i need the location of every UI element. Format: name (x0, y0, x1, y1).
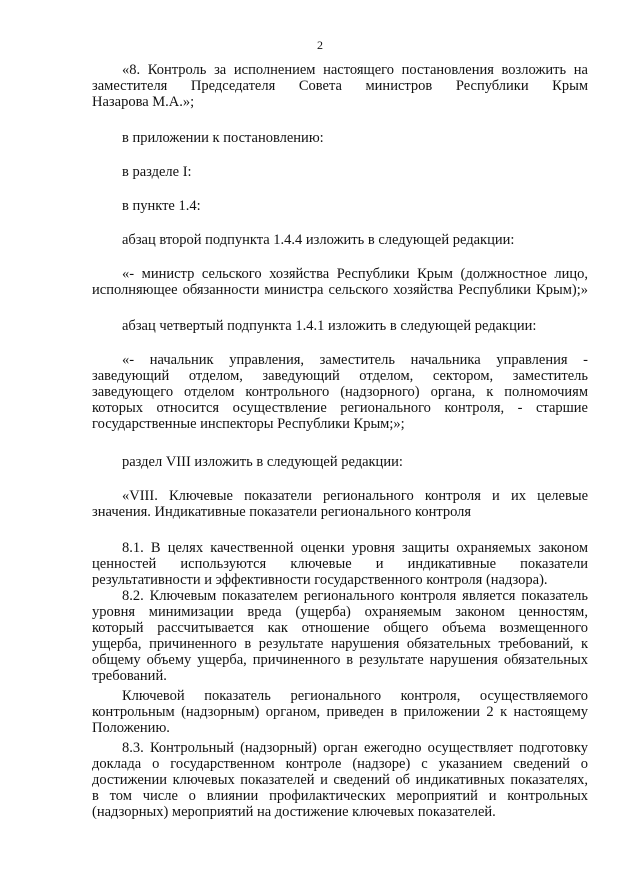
text-line: государственные инспекторы Республики Крым;»; (92, 416, 405, 432)
text-line: требований. (92, 668, 167, 684)
page-number: 2 (317, 38, 323, 52)
text-line: значения. Индикативные показатели регионального контроля (92, 504, 472, 520)
text-line: в разделе I: (122, 164, 192, 180)
text-line: которых относится осуществление регионального контроля, - старшие (92, 400, 588, 416)
paragraph-officials-list (92, 352, 588, 432)
text-line: 8.2. Ключевым показателем регионального контроля является показатель (122, 588, 588, 604)
text-line: который рассчитывается как отношение общего объема возмещенного (92, 620, 588, 636)
paragraph-8-1 (92, 540, 588, 588)
text-line: ценностей используются ключевые и индикативные показатели (92, 556, 588, 572)
section-eight-heading (92, 488, 588, 520)
paragraph-minister-text (92, 266, 588, 298)
paragraph-appendix-intro (92, 130, 588, 146)
text-line: в приложении к постановлению: (122, 130, 324, 146)
paragraph-subpoint-1-4-4 (92, 232, 588, 248)
paragraph-section-one (92, 164, 588, 180)
text-line: исполняющее обязанности министра сельского хозяйства Республики Крым);» (92, 282, 588, 298)
text-line: раздел VIII изложить в следующей редакции: (122, 454, 403, 470)
text-line: Ключевой показатель регионального контроля, осуществляемого (122, 688, 588, 704)
text-line: ущерба, причиненного в результате нарушения обязательных требований, к (92, 636, 588, 652)
text-line: Положению. (92, 720, 170, 736)
text-line: заместителя Председателя Совета министров Республики Крым (92, 78, 588, 94)
text-line: 8.1. В целях качественной оценки уровня защиты охраняемых законом (122, 540, 588, 556)
text-line: «VIII. Ключевые показатели регионального контроля и их целевые (122, 488, 588, 504)
text-line: контрольным (надзорным) органом, приведен в приложении 2 к настоящему (92, 704, 588, 720)
paragraph-subpoint-1-4-1 (92, 318, 588, 334)
text-line: доклада о государственном контроле (надзоре) с указанием сведений о (92, 756, 588, 772)
paragraph-8-3 (92, 740, 588, 820)
text-line: «- министр сельского хозяйства Республики Крым (должностное лицо, (122, 266, 588, 282)
text-line: в пункте 1.4: (122, 198, 201, 214)
text-line: «8. Контроль за исполнением настоящего постановления возложить на (122, 62, 588, 78)
paragraph-section-eight-intro (92, 454, 588, 470)
text-line: (надзорных) мероприятий на достижение ключевых показателей. (92, 804, 496, 820)
text-line: 8.3. Контрольный (надзорный) орган ежегодно осуществляет подготовку (122, 740, 588, 756)
text-line: достижении ключевых показателей и сведений об индикативных показателях, (92, 772, 588, 788)
text-line: общему объему ущерба, причиненного в результате нарушения обязательных (92, 652, 588, 668)
paragraph-key-indicator (92, 688, 588, 736)
paragraph-8-2 (92, 588, 588, 684)
text-line: «- начальник управления, заместитель начальника управления - (122, 352, 588, 368)
text-line: в том числе о влиянии профилактических мероприятий и контрольных (92, 788, 588, 804)
text-line: абзац второй подпункта 1.4.4 изложить в следующей редакции: (122, 232, 515, 248)
text-line: Назарова М.А.»; (92, 94, 195, 110)
text-line: результативности и эффективности государственного контроля (надзора). (92, 572, 548, 588)
text-line: абзац четвертый подпункта 1.4.1 изложить в следующей редакции: (122, 318, 537, 334)
text-line: уровня минимизации вреда (ущерба) охраняемым законом ценностям, (92, 604, 588, 620)
text-line: заведующий отделом, заведующий отделом, сектором, заместитель (92, 368, 588, 384)
text-line: заведующего отделом контрольного (надзорного) органа, к полномочиям (92, 384, 588, 400)
paragraph-control-clause (92, 62, 588, 110)
paragraph-point-1-4 (92, 198, 588, 214)
